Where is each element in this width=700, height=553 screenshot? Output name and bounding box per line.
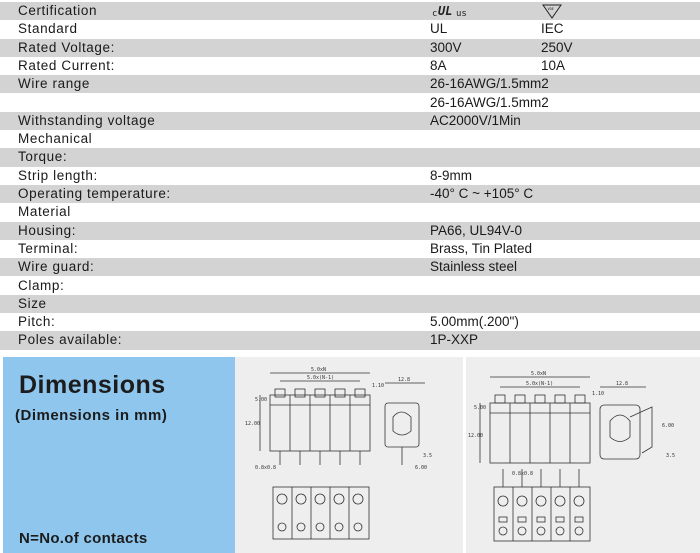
spec-value-iec: 10A — [541, 57, 566, 73]
dim-b-height: 12.00 — [468, 433, 484, 439]
dim-b-pitch: 5.0x(N-1) — [526, 381, 554, 387]
spec-row — [0, 130, 700, 148]
spec-row — [0, 148, 700, 166]
spec-label: Material — [18, 204, 71, 220]
dim-b-depth: 6.00 — [662, 423, 675, 429]
spec-label: Operating temperature: — [18, 186, 171, 201]
spec-row — [0, 39, 700, 57]
spec-row — [0, 277, 700, 295]
spec-row — [0, 2, 700, 20]
dim-b-offset: 1.10 — [592, 391, 605, 397]
spec-value-ul: AC2000V/1Min — [430, 112, 521, 128]
svg-text:UL: UL — [438, 4, 453, 18]
dim-a-pin: 3.5 — [423, 453, 433, 459]
spec-value-ul: 8-9mm — [430, 167, 473, 183]
dim-a-small: 5.00 — [255, 397, 268, 403]
spec-row — [0, 203, 700, 221]
dim-a-pitch: 5.0x(N-1) — [307, 375, 335, 381]
dim-a-top: 5.0xN — [311, 367, 327, 373]
spec-row — [0, 240, 700, 258]
cul-us-mark-icon — [432, 3, 472, 19]
front-view-body-b — [490, 403, 590, 463]
front-view-body — [270, 395, 370, 451]
dim-b-pin: 3.5 — [666, 453, 676, 459]
spec-row — [0, 258, 700, 276]
spec-value-ul: 300V — [430, 39, 462, 55]
spec-label: Wire range — [18, 76, 91, 92]
spec-label: Strip length: — [18, 167, 98, 183]
dim-b-top: 5.0xN — [531, 371, 547, 377]
dim-a-depth: 6.00 — [415, 465, 428, 471]
spec-row — [0, 222, 700, 240]
spec-value-ul: Stainless steel — [430, 259, 518, 275]
dim-b-side: 12.8 — [616, 381, 629, 387]
spec-value-ul: 5.00mm(.200") — [430, 314, 519, 330]
spec-value-ul: Brass, Tin Plated — [430, 240, 533, 256]
spec-value-ul: 26-16AWG/1.5mm2 — [430, 76, 549, 92]
dim-a-height: 12.00 — [245, 421, 261, 427]
spec-row — [0, 57, 700, 75]
spec-value-ul: UL — [430, 21, 448, 37]
spec-label: Clamp: — [18, 277, 65, 293]
spec-value-iec: IEC — [541, 21, 564, 37]
spec-label: Rated Voltage: — [18, 39, 115, 55]
spec-label: Mechanical — [18, 131, 93, 147]
spec-row — [0, 185, 700, 203]
spec-value-ul: 26-16AWG/1.5mm2 — [430, 94, 549, 110]
contacts-note: N=No.of contacts — [19, 530, 148, 547]
spec-value-ul: 8A — [430, 57, 447, 73]
spec-label: Certification — [18, 3, 98, 18]
spec-label: Housing: — [18, 222, 77, 238]
vde-mark-icon — [541, 3, 563, 19]
spec-row — [0, 94, 700, 112]
spec-value-ul: -40° C ~ +105° C — [430, 186, 534, 201]
spec-row — [0, 331, 700, 349]
spec-value-iec: 250V — [541, 39, 573, 55]
spec-label: Poles available: — [18, 332, 123, 348]
dim-a-foot: 0.8x0.8 — [255, 465, 277, 471]
spec-row — [0, 167, 700, 185]
dim-a-offset: 1.10 — [372, 383, 385, 389]
spec-row — [0, 313, 700, 331]
spec-label: Standard — [18, 21, 78, 37]
spec-label: Withstanding voltage — [18, 112, 156, 128]
dimension-drawing-b — [466, 357, 700, 553]
spec-label: Rated Current: — [18, 57, 115, 73]
spec-row — [0, 75, 700, 93]
spec-row — [0, 20, 700, 38]
spec-row — [0, 295, 700, 313]
dimensions-panel — [3, 357, 235, 553]
dimension-drawing-a — [235, 357, 463, 553]
drawing-b-svg — [466, 357, 700, 553]
spec-label: Pitch: — [18, 314, 56, 330]
drawing-a-svg — [235, 357, 463, 553]
dimensions-subtitle: (Dimensions in mm) — [15, 407, 168, 424]
dim-b-foot: 0.8x0.8 — [512, 471, 534, 477]
spec-value-ul: PA66, UL94V-0 — [430, 222, 523, 238]
spec-label: Terminal: — [18, 240, 79, 256]
dimensions-title: Dimensions — [19, 371, 166, 399]
svg-text:us: us — [456, 9, 467, 19]
spec-label: Torque: — [18, 149, 68, 165]
spec-label: Size — [18, 295, 47, 311]
svg-text:VDE: VDE — [547, 7, 554, 11]
spec-value-ul: 1P-XXP — [430, 332, 479, 348]
dim-a-side: 12.8 — [398, 377, 411, 383]
svg-text:c: c — [432, 9, 438, 19]
spec-label: Wire guard: — [18, 259, 95, 275]
dim-b-small: 5.00 — [474, 405, 487, 411]
spec-row — [0, 112, 700, 130]
